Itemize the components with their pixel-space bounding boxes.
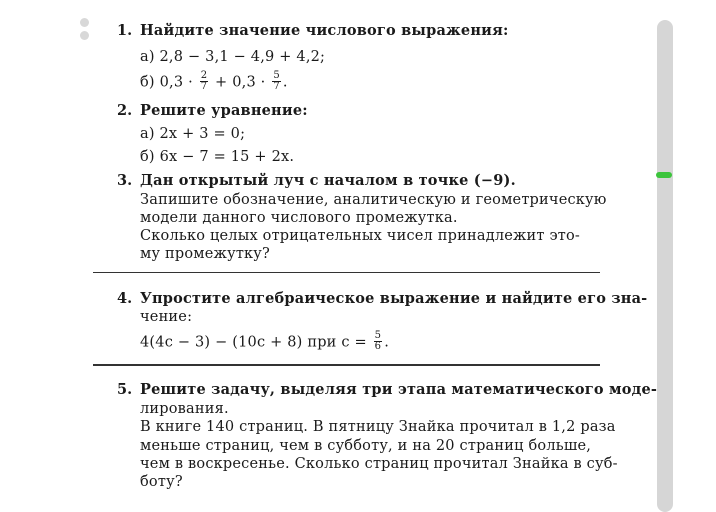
- fraction-denominator: 7: [200, 81, 208, 92]
- task-3-number: 3.: [117, 172, 133, 189]
- task-1-number: 1.: [117, 22, 133, 39]
- task-3-line-4: Сколько целых отрицательных чисел принадлежит это-: [140, 228, 581, 244]
- fraction-numerator: 2: [200, 70, 208, 81]
- fraction: [272, 71, 281, 92]
- task-5-line-3: В книге 140 страниц. В пятницу Знайка прочитал в 1,2 раза: [140, 419, 616, 435]
- divider: [93, 272, 600, 273]
- task-5-line-2: лирования.: [140, 401, 229, 417]
- task-4-expression: [140, 332, 389, 353]
- task-5-line-4: меньше страниц, чем в субботу, и на 20 страниц больше,: [140, 438, 592, 454]
- fraction-denominator: 6: [374, 341, 382, 352]
- task-1-b: [140, 72, 288, 93]
- vertical-scrollbar[interactable]: [657, 20, 673, 512]
- fraction: [374, 331, 383, 352]
- task-5-line-5: чем в воскресенье. Сколько страниц прочитал Знайка в суб-: [140, 456, 618, 472]
- task-3-line-3: модели данного числового промежутка.: [140, 210, 458, 226]
- task-2-b: б) 6x − 7 = 15 + 2x.: [140, 149, 295, 165]
- task-1-a: а) 2,8 − 3,1 − 4,9 + 4,2;: [140, 49, 326, 65]
- fraction: [200, 71, 209, 92]
- task-2-number: 2.: [117, 102, 133, 119]
- task-5-line-1: Решите задачу, выделяя три этапа математического моде-: [140, 381, 658, 398]
- fraction-numerator: 5: [374, 330, 382, 341]
- page-dot: [80, 31, 89, 40]
- task-2-title: Решите уравнение:: [140, 102, 308, 119]
- scrollbar-thumb[interactable]: [656, 172, 672, 178]
- task-5-line-6: боту?: [140, 474, 183, 490]
- task-4-expression-text: 4(4c − 3) − (10c + 8) при c =: [140, 334, 372, 351]
- task-1-b-start: б) 0,3 ·: [140, 74, 198, 91]
- divider: [93, 364, 600, 366]
- page-indicator: [80, 18, 90, 44]
- task-5-number: 5.: [117, 381, 133, 398]
- task-4-line-1: Упростите алгебраическое выражение и найдите его зна-: [140, 290, 648, 307]
- task-3-line-2: Запишите обозначение, аналитическую и геометрическую: [140, 192, 607, 208]
- task-4-line-2: чение:: [140, 309, 193, 325]
- fraction-numerator: 5: [273, 70, 280, 81]
- task-3-line-5: му промежутку?: [140, 246, 271, 262]
- task-2-a: а) 2x + 3 = 0;: [140, 126, 246, 142]
- page-dot: [80, 18, 89, 27]
- task-4-expression-end: .: [384, 334, 390, 351]
- task-4-number: 4.: [117, 290, 133, 307]
- task-1-b-end: .: [282, 74, 288, 91]
- task-1-b-middle: + 0,3 ·: [210, 74, 271, 91]
- task-3-line-1: Дан открытый луч с началом в точке (−9).: [140, 172, 516, 189]
- task-1-title: Найдите значение числового выражения:: [140, 22, 509, 39]
- fraction-denominator: 7: [273, 81, 280, 92]
